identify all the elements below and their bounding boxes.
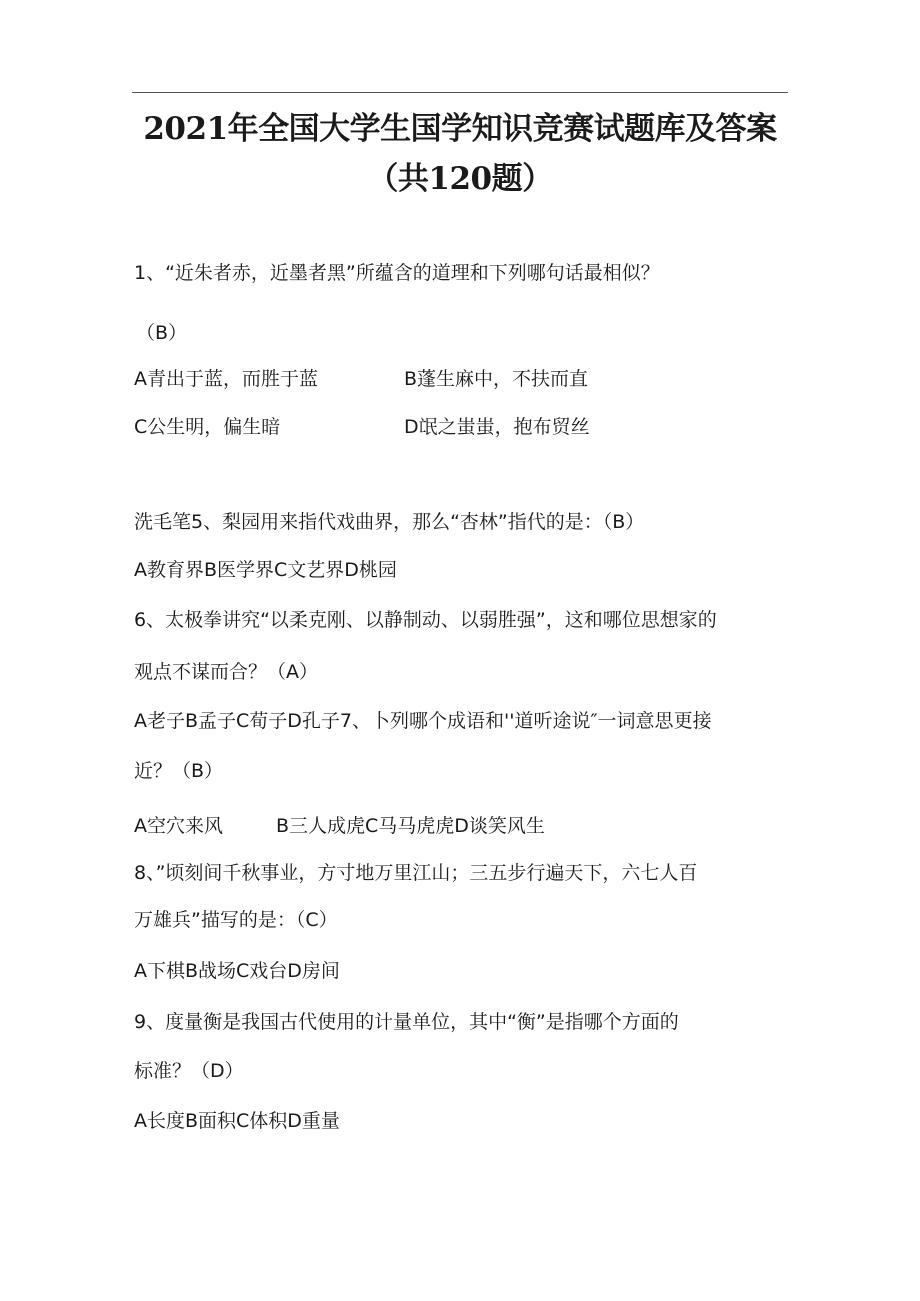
question-9-text-line1: 9、度量衡是我国古代使用的计量单位，其中“衡”是指哪个方面的 — [134, 1011, 679, 1033]
question-5-text: 洗毛笔5、梨园用来指代戏曲界，那么“杏林”指代的是：（B） — [134, 511, 645, 533]
question-9-options: A长度B面积C体积D重量 — [134, 1110, 340, 1132]
question-1-option-c: C公生明，偏生暗 — [134, 416, 281, 438]
question-5-options: A教育界B医学界C文艺界D桃园 — [134, 559, 397, 581]
document-title: 2021年全国大学生国学知识竞赛试题库及答案 — [143, 111, 777, 147]
question-1-option-b: B蓬生麻中，不扶而直 — [404, 368, 589, 390]
question-6-text-line1: 6、太极拳讲究“以柔克刚、以静制动、以弱胜强”，这和哪位思想家的 — [134, 609, 717, 631]
question-8-text-line2: 万雄兵”描写的是：（C） — [134, 909, 338, 931]
question-7-option-a: A空穴来风 — [134, 815, 223, 837]
question-6-options-line2: 近？（B） — [134, 760, 224, 782]
question-1-text: 1、“近朱者赤，近墨者黑”所蕴含的道理和下列哪句话最相似？ — [134, 262, 660, 284]
document-subtitle: （共120题） — [367, 161, 553, 197]
question-1-answer: （B） — [136, 322, 188, 344]
question-1-option-a: A青出于蓝，而胜于蓝 — [134, 368, 318, 390]
question-8-text-line1: 8、”顷刻间千秋事业，方寸地万里江山；三五步行遍天下，六七人百 — [134, 862, 698, 884]
question-6-options-line1: A老子B孟子C荀子D孔子7、卜列哪个成语和''道听途说″一词意思更接 — [134, 710, 712, 732]
question-7-options-rest: B三人成虎C马马虎虎D谈笑风生 — [276, 815, 545, 837]
question-9-text-line2: 标准？（D） — [134, 1060, 244, 1082]
header-rule — [132, 92, 788, 93]
question-6-text-line2: 观点不谋而合？（A） — [134, 661, 318, 683]
question-8-options: A下棋B战场C戏台D房间 — [134, 960, 340, 982]
question-1-option-d: D氓之蚩蚩，抱布贸丝 — [404, 416, 590, 438]
